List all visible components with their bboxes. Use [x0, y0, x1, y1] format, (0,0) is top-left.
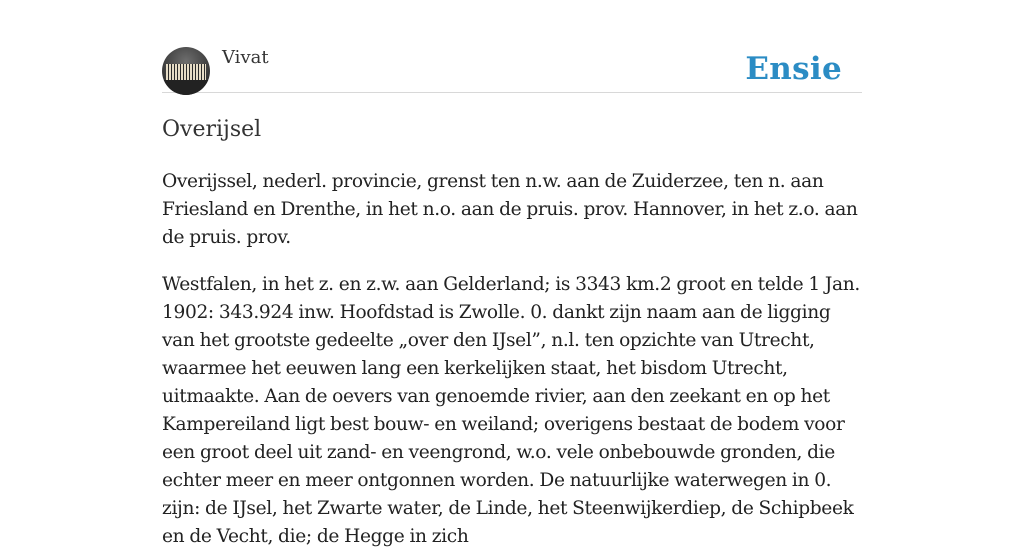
bookshelf-image: [166, 64, 206, 80]
header: [162, 0, 862, 93]
shelf-shadow: [162, 80, 210, 95]
article-paragraph: Overijssel, nederl. provincie, grenst ten n.w. aan de Zuiderzee, ten n. aan Friesland en Drenthe, in het n.o. aan de pruis. prov. Hannover, in het z.o. aan de pruis. prov.: [162, 171, 858, 248]
article-title: Overijsel: [162, 117, 262, 142]
brand-logo[interactable]: Ensie: [745, 51, 842, 87]
author-name[interactable]: Vivat: [222, 47, 269, 68]
article-paragraph: Westfalen, in het z. en z.w. aan Gelderland; is 3343 km.2 groot en telde 1 Jan. 1902: 343.924 inw. Hoofdstad is Zwolle. 0. dankt zijn naam aan de ligging van het grootste gedeelte „over den IJsel”, n.l. ten opzichte van Utrecht, waarmee het eeuwen lang een kerkelijken staat, het bisdom Utrecht, uitmaakte. Aan de oevers van genoemde rivier, aan den zeekant en op het Kampereiland ligt best bouw- en weiland; overigens bestaat de bodem voor een groot deel uit zand- en veengrond, w.o. vele onbebouwde gronden, die echter meer en meer ontgonnen worden. De natuurlijke waterwegen in 0. zijn: de IJsel, het Zwarte water, de Linde, het Steenwijkerdiep, de Schipbeek en de Vecht, die; de Hegge in zich: [162, 274, 860, 547]
author-avatar[interactable]: [162, 47, 210, 95]
page: [162, 0, 862, 547]
